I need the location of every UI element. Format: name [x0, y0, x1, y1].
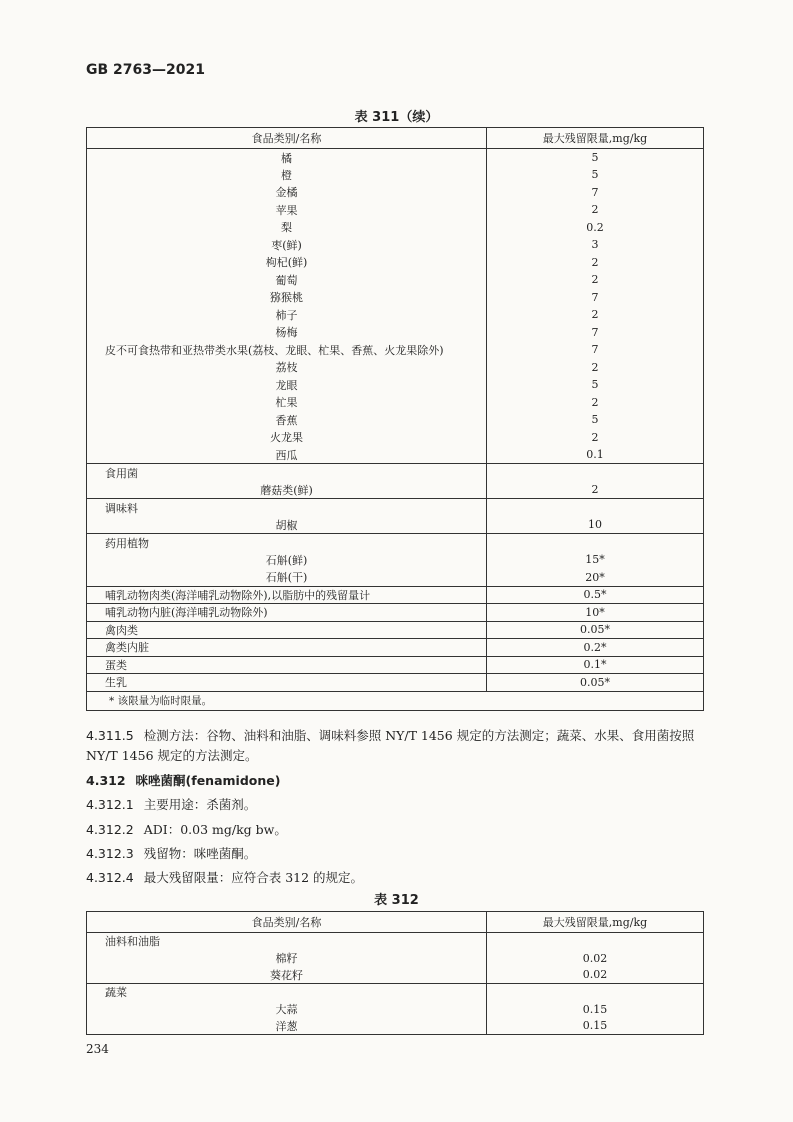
- table-row: [87, 1018, 704, 1035]
- column-header-food-category: 食品类别/名称: [87, 128, 487, 149]
- standard-code: GB 2763—2021: [86, 62, 205, 78]
- food-name-cell: 梨: [87, 219, 487, 237]
- section-text: ADI：0.03 mg/kg bw。: [143, 822, 287, 837]
- table-311: [86, 127, 704, 711]
- table-row: [87, 464, 704, 482]
- table-row: [87, 481, 704, 499]
- table-row: [87, 219, 704, 237]
- page-number: 234: [86, 1042, 109, 1056]
- section-paragraph: [86, 820, 706, 840]
- limit-value-cell: 5: [487, 166, 704, 184]
- food-name-cell: 石斛(鲜): [87, 551, 487, 569]
- section-paragraph: [86, 795, 706, 815]
- limit-value-cell: 2: [487, 254, 704, 272]
- limit-value-cell: 3: [487, 236, 704, 254]
- limit-value-cell: 0.15: [487, 1018, 704, 1035]
- food-name-cell: 洋葱: [87, 1018, 487, 1035]
- food-name-cell: 生乳: [87, 674, 487, 692]
- food-name-cell: 龙眼: [87, 376, 487, 394]
- table-row: [87, 516, 704, 534]
- table-row: [87, 166, 704, 184]
- food-name-cell: 大蒜: [87, 1001, 487, 1018]
- limit-value-cell: 2: [487, 359, 704, 377]
- limit-value-cell: 15*: [487, 551, 704, 569]
- limit-value-cell: 5: [487, 149, 704, 167]
- limit-value-cell: [487, 464, 704, 482]
- category-cell: 调味料: [87, 499, 487, 517]
- limit-value-cell: 0.2: [487, 219, 704, 237]
- table-row: [87, 359, 704, 377]
- section-number: 4.312.2: [86, 822, 134, 837]
- table-row: [87, 236, 704, 254]
- limit-value-cell: 7: [487, 341, 704, 359]
- table-row: [87, 254, 704, 272]
- table-row: [87, 933, 704, 950]
- section-text: 残留物：咪唑菌酮。: [143, 846, 257, 861]
- food-name-cell: 哺乳动物肉类(海洋哺乳动物除外),以脂肪中的残留量计: [87, 586, 487, 604]
- limit-value-cell: 7: [487, 184, 704, 202]
- limit-value-cell: 0.2*: [487, 639, 704, 657]
- table-row: [87, 984, 704, 1001]
- table-row: [87, 639, 704, 657]
- section-number: 4.312: [86, 773, 126, 788]
- section-heading: 咪唑菌酮(fenamidone): [135, 773, 281, 788]
- table-row: [87, 586, 704, 604]
- food-name-cell: 胡椒: [87, 516, 487, 534]
- food-name-cell: 棉籽: [87, 950, 487, 967]
- limit-value-cell: 0.02: [487, 967, 704, 984]
- section-paragraph: [86, 726, 706, 766]
- table-312: [86, 911, 704, 1035]
- section-paragraph: [86, 844, 706, 864]
- limit-value-cell: 10*: [487, 604, 704, 622]
- section-text: 最大残留限量：应符合表 312 的规定。: [143, 870, 364, 885]
- column-header-max-residue-limit: 最大残留限量,mg/kg: [487, 912, 704, 933]
- limit-value-cell: 10: [487, 516, 704, 534]
- limit-value-cell: 5: [487, 411, 704, 429]
- section-number: 4.312.4: [86, 870, 134, 885]
- table-row: [87, 499, 704, 517]
- limit-value-cell: 0.15: [487, 1001, 704, 1018]
- table-row: [87, 341, 704, 359]
- limit-value-cell: 0.1: [487, 446, 704, 464]
- table-row: [87, 1001, 704, 1018]
- table-row: [87, 411, 704, 429]
- table-311-caption: 表 311（续）: [354, 110, 439, 125]
- limit-value-cell: [487, 984, 704, 1001]
- table-row: [87, 149, 704, 167]
- table-row: [87, 429, 704, 447]
- limit-value-cell: 2: [487, 306, 704, 324]
- limit-value-cell: 7: [487, 324, 704, 342]
- category-cell: 蔬菜: [87, 984, 487, 1001]
- table-row: [87, 271, 704, 289]
- food-name-cell: 禽类内脏: [87, 639, 487, 657]
- table-row: [87, 306, 704, 324]
- table-row: [87, 289, 704, 307]
- table-row: [87, 674, 704, 692]
- limit-value-cell: 2: [487, 481, 704, 499]
- food-name-cell: 橘: [87, 149, 487, 167]
- table-312-caption: 表 312: [374, 893, 419, 908]
- limit-value-cell: 0.5*: [487, 586, 704, 604]
- table-row: [87, 534, 704, 552]
- food-name-cell: 香蕉: [87, 411, 487, 429]
- section-paragraph: [86, 771, 706, 791]
- section-text: 主要用途：杀菌剂。: [143, 797, 257, 812]
- food-name-cell: 蘑菇类(鲜): [87, 481, 487, 499]
- limit-value-cell: 2: [487, 201, 704, 219]
- limit-value-cell: 5: [487, 376, 704, 394]
- category-cell: 油料和油脂: [87, 933, 487, 950]
- limit-value-cell: 0.05*: [487, 621, 704, 639]
- limit-value-cell: 2: [487, 429, 704, 447]
- table-row: [87, 184, 704, 202]
- food-name-cell: 金橘: [87, 184, 487, 202]
- table-row: [87, 621, 704, 639]
- table-row: [87, 394, 704, 412]
- food-name-cell: 杧果: [87, 394, 487, 412]
- section-text: 检测方法：谷物、油料和油脂、调味料参照 NY/T 1456 规定的方法测定；蔬菜、水果、食用菌按照 NY/T 1456 规定的方法测定。: [86, 728, 695, 763]
- food-name-cell: 荔枝: [87, 359, 487, 377]
- table-row: [87, 604, 704, 622]
- food-name-cell: 柿子: [87, 306, 487, 324]
- limit-value-cell: 0.02: [487, 950, 704, 967]
- section-number: 4.311.5: [86, 728, 134, 743]
- section-number: 4.312.1: [86, 797, 134, 812]
- table-row: [87, 656, 704, 674]
- column-header-max-residue-limit: 最大残留限量,mg/kg: [487, 128, 704, 149]
- limit-value-cell: 0.05*: [487, 674, 704, 692]
- limit-value-cell: 0.1*: [487, 656, 704, 674]
- food-name-cell: 皮不可食热带和亚热带类水果(荔枝、龙眼、杧果、香蕉、火龙果除外): [87, 341, 487, 359]
- food-name-cell: 杨梅: [87, 324, 487, 342]
- table-row: [87, 569, 704, 587]
- category-cell: 药用植物: [87, 534, 487, 552]
- food-name-cell: 蛋类: [87, 656, 487, 674]
- footnote-text: * 该限量为临时限量。: [87, 691, 704, 710]
- food-name-cell: 枸杞(鲜): [87, 254, 487, 272]
- section-paragraph: [86, 868, 706, 888]
- food-name-cell: 葵花籽: [87, 967, 487, 984]
- limit-value-cell: [487, 933, 704, 950]
- category-cell: 食用菌: [87, 464, 487, 482]
- food-name-cell: 哺乳动物内脏(海洋哺乳动物除外): [87, 604, 487, 622]
- food-name-cell: 橙: [87, 166, 487, 184]
- food-name-cell: 葡萄: [87, 271, 487, 289]
- table-row: [87, 324, 704, 342]
- limit-value-cell: [487, 499, 704, 517]
- table-row: [87, 967, 704, 984]
- food-name-cell: 禽肉类: [87, 621, 487, 639]
- column-header-food-category: 食品类别/名称: [87, 912, 487, 933]
- limit-value-cell: 2: [487, 394, 704, 412]
- food-name-cell: 西瓜: [87, 446, 487, 464]
- food-name-cell: 石斛(干): [87, 569, 487, 587]
- food-name-cell: 猕猴桃: [87, 289, 487, 307]
- limit-value-cell: [487, 534, 704, 552]
- food-name-cell: 枣(鲜): [87, 236, 487, 254]
- table-row: [87, 446, 704, 464]
- table-footnote-row: [87, 691, 704, 710]
- limit-value-cell: 2: [487, 271, 704, 289]
- food-name-cell: 苹果: [87, 201, 487, 219]
- table-row: [87, 950, 704, 967]
- limit-value-cell: 20*: [487, 569, 704, 587]
- food-name-cell: 火龙果: [87, 429, 487, 447]
- limit-value-cell: 7: [487, 289, 704, 307]
- table-row: [87, 376, 704, 394]
- table-row: [87, 201, 704, 219]
- section-number: 4.312.3: [86, 846, 134, 861]
- table-row: [87, 551, 704, 569]
